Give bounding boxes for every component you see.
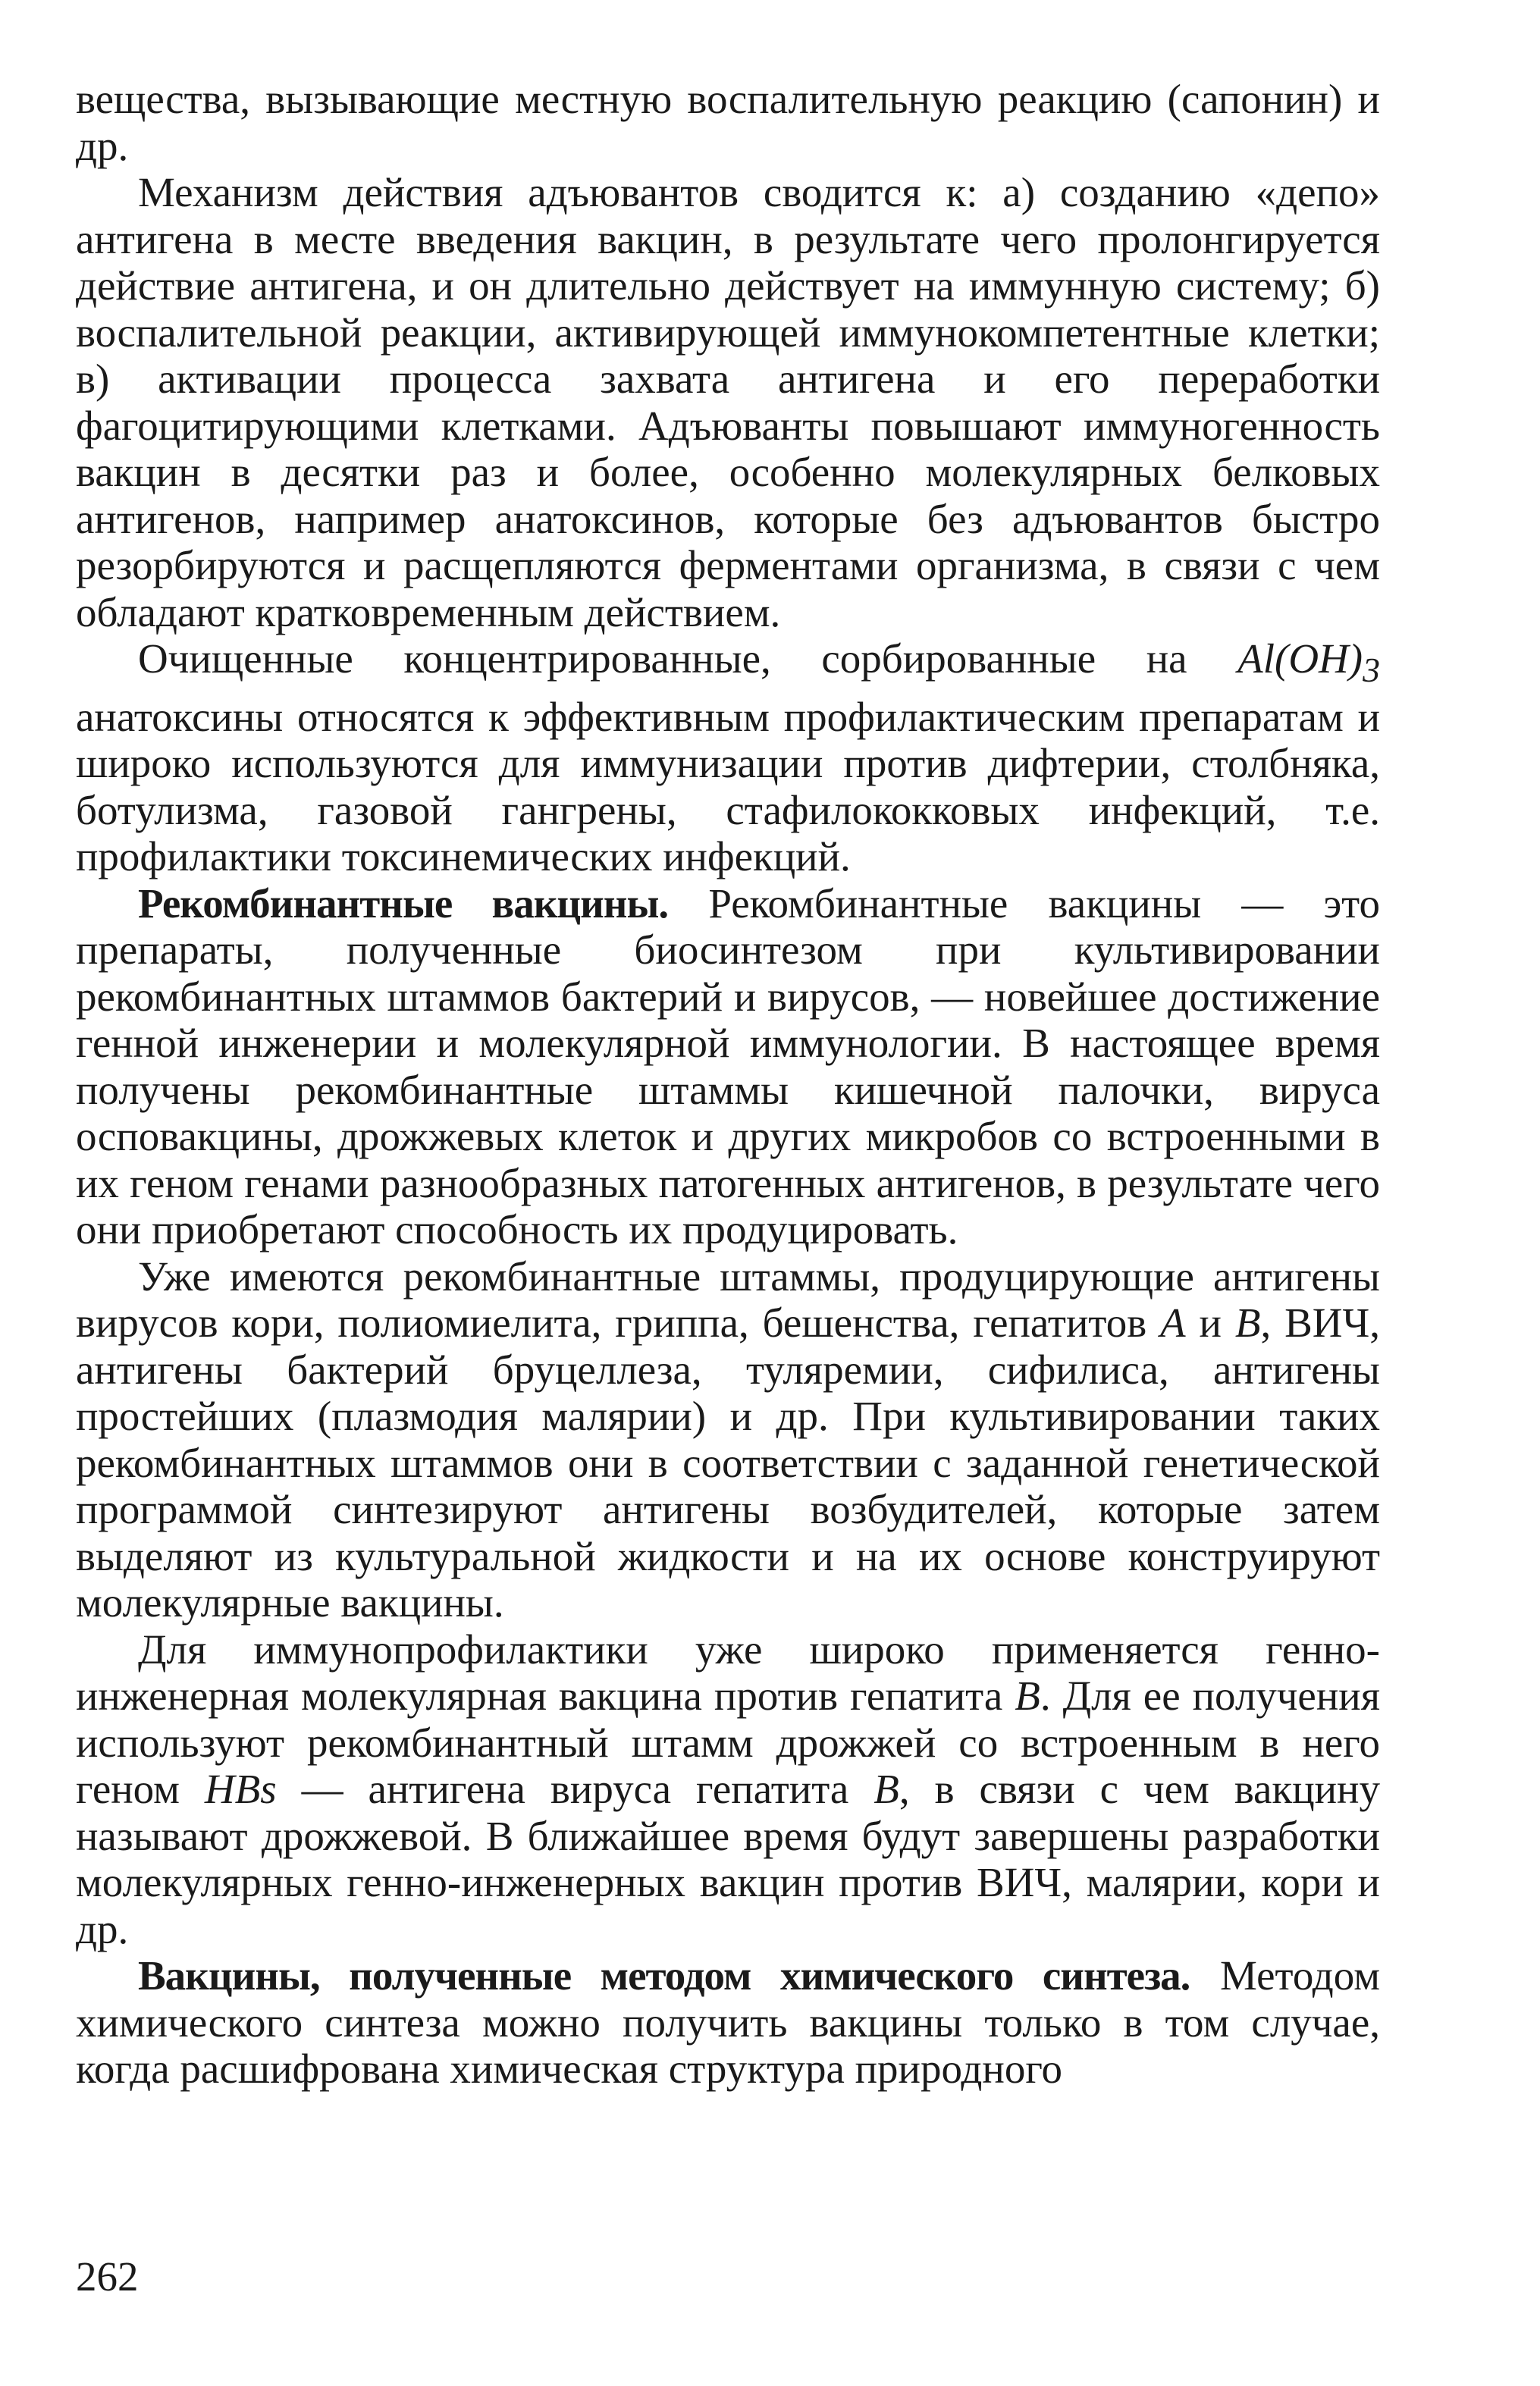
italic-term: B [1015,1673,1040,1719]
text-run: — антигена вируса гепатита [276,1766,874,1812]
page-body [76,76,1380,2093]
section-heading: Рекомбинантные вакцины. [138,879,669,926]
paragraph-chemical-synthesis [76,1952,1380,2093]
page-number: 262 [76,2253,139,2300]
paragraph-purified-toxoids [76,635,1380,880]
text-run: , ВИЧ, антигены бактерий бруцеллеза, туляремии, сифилиса, антигены простейших (плазмодия малярии) и др. При культивировании таких рекомбинантных штаммов они в соответствии с заданной генетической программой синтезируют антигены возбудителей, которые затем выделяют из культуральной жидкости и на их основе конструируют молекулярные вакцины. [76,1300,1380,1626]
paragraph-saponin-continuation [76,76,1380,169]
italic-term: Al(OH) [1237,635,1363,682]
subscript: 3 [1363,651,1380,689]
text-run: Уже имеются рекомбинантные штаммы, продуцирующие антигены вирусов кори, полиомиелита, гриппа, бешенства, гепатитов [76,1253,1380,1346]
paragraph-hepatitis-b-vaccine [76,1626,1380,1953]
section-heading: Вакцины, полученные методом химического синтеза. [138,1952,1190,1999]
text-run: Рекомбинантные вакцины — это препараты, полученные биосинтезом при культивировании рекомбинантных штаммов бактерий и вирусов, — новейшее достижение генной инженерии и молекулярной иммунологии. В настоящее время получены рекомбинантные штаммы кишечной палочки, вируса осповакцины, дрожжевых клеток и других микробов со встроенными в их геном генами разнообразных патогенных антигенов, в результате чего они приобретают способность их продуцировать. [76,879,1380,1253]
text-run: Для иммунопрофилактики уже широко применяется генно-инженерная молекулярная вакцина против гепатита [76,1626,1380,1719]
text-run: Методом химического синтеза можно получить вакцины только в том случае, когда расшифрована химическая структура природного [76,1952,1380,2092]
text-run: , в связи с чем вакцину называют дрожжевой. В ближайшее время будут завершены разработки молекулярных генно-инженерных вакцин против ВИЧ, малярии, кори и др. [76,1766,1380,1952]
text-run: Очищенные концентрированные, сорбированные на [138,635,1238,682]
text-run: Механизм действия адъювантов сводится к: а) созданию «депо» антигена в месте введения вакцин, в результате чего пролонгируется действие антигена, и он длительно действует на иммунную систему; б) воспалительной реакции, активирующей иммунокомпетентные клетки; в) активации процесса захвата антигена и его переработки фагоцитирующими клетками. Адъюванты повышают иммуногенность вакцин в десятки раз и более, особенно молекулярных белковых антигенов, например анатоксинов, которые без адъювантов быстро резорбируются и расщепляются ферментами организма, в связи с чем обладают кратковременным действием. [76,169,1380,635]
italic-term: A [1160,1300,1186,1346]
italic-term: B [1234,1300,1261,1346]
paragraph-recombinant-vaccines [76,880,1380,1253]
text-run: вещества, вызывающие местную воспалительную реакцию (сапонин) и др. [76,76,1380,169]
text-run: и [1185,1300,1235,1346]
paragraph-recombinant-strains [76,1253,1380,1626]
text-run: . Для ее получения используют рекомбинантный штамм дрожжей со встроенным в него геном [76,1673,1380,1812]
paragraph-adjuvant-mechanism [76,169,1380,635]
italic-term: HBs [204,1766,277,1812]
text-run: анатоксины относятся к эффективным профилактическим препаратам и широко используются для иммунизации против дифтерии, столбняка, ботулизма, газовой гангрены, стафилококковых инфекций, т.е. профилактики токсинемических инфекций. [76,693,1380,879]
italic-term: B [874,1766,899,1812]
